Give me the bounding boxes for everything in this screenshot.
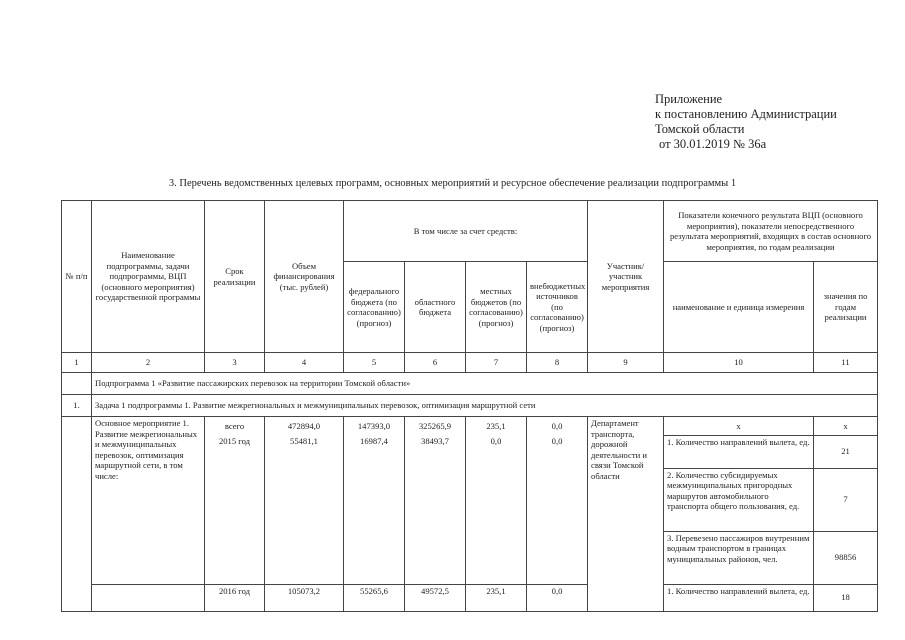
row-ind-value: 18 bbox=[814, 584, 878, 611]
appendix-line: Томской области bbox=[655, 122, 745, 136]
header-ind-name: наименование и единица измерения bbox=[664, 262, 814, 353]
document-title: 3. Перечень ведомственных целевых программ, основных мероприятий и ресурсное обеспечение реализации подпрограммы 1 bbox=[168, 178, 737, 189]
table-row bbox=[62, 417, 878, 436]
header-volume: Объем финансирования (тыс. рублей) bbox=[265, 201, 344, 353]
col-num: 4 bbox=[265, 353, 344, 373]
row-ind-value: 7 bbox=[814, 468, 878, 531]
col-num: 11 bbox=[814, 353, 878, 373]
task-num: 1. bbox=[62, 395, 92, 417]
appendix-line: от 30.01.2019 № 36а bbox=[659, 137, 767, 151]
task-title: Задача 1 подпрограммы 1. Развитие межрегиональных и межмуниципальных перевозок, оптимизация маршрутной сети bbox=[92, 395, 878, 417]
row-local: 0,0 bbox=[466, 435, 527, 584]
row-local: 235,1 bbox=[466, 584, 527, 611]
header-ind-value: значения по годам реализации bbox=[814, 262, 878, 353]
header-num: № п/п bbox=[62, 201, 92, 353]
row-offbudget: 0,0 bbox=[527, 435, 588, 584]
row-volume: 55481,1 bbox=[265, 435, 344, 584]
appendix-block bbox=[655, 92, 895, 152]
header-name: Наименование подпрограммы, задачи подпрограммы, ВЦП (основного мероприятия) государственной программы bbox=[92, 201, 205, 353]
row-ind-name: 2. Количество субсидируемых межмуниципальных пригородных маршрутов автомобильного транспорта общего пользования, ед. bbox=[664, 468, 814, 531]
col-num: 2 bbox=[92, 353, 205, 373]
subprogram-row bbox=[62, 373, 878, 395]
col-num: 7 bbox=[466, 353, 527, 373]
col-num: 1 bbox=[62, 353, 92, 373]
appendix-line: Приложение bbox=[655, 92, 723, 106]
header-federal: федерального бюджета (по согласованию) (прогноз) bbox=[344, 262, 405, 353]
row-regional: 49572,5 bbox=[405, 584, 466, 611]
row-regional: 38493,7 bbox=[405, 435, 466, 584]
row-federal: 147393,0 bbox=[344, 417, 405, 436]
header-regional: областного бюджета bbox=[405, 262, 466, 353]
row-ind-value: 21 bbox=[814, 435, 878, 468]
row-offbudget: 0,0 bbox=[527, 417, 588, 436]
row-ind-name: 3. Перевезено пассажиров внутренним водным транспортом в границах муниципальных районов, чел. bbox=[664, 531, 814, 584]
program-table bbox=[61, 200, 878, 612]
row-local: 235,1 bbox=[466, 417, 527, 436]
row-ind-name: 1. Количество направлений вылета, ед. bbox=[664, 435, 814, 468]
row-regional: 325265,9 bbox=[405, 417, 466, 436]
col-num: 6 bbox=[405, 353, 466, 373]
row-ind-value: 98856 bbox=[814, 531, 878, 584]
header-participant: Участник/ участник мероприятия bbox=[588, 201, 664, 353]
header-indicators: Показатели конечного результата ВЦП (основного мероприятия), показатели непосредственного результата мероприятий, входящих в состав основного мероприятия, по годам реализации bbox=[664, 201, 878, 262]
appendix-line: к постановлению Администрации bbox=[655, 107, 837, 121]
header-term: Срок реализации bbox=[205, 201, 265, 353]
row-term: 2016 год bbox=[205, 584, 265, 611]
row-volume: 472894,0 bbox=[265, 417, 344, 436]
main-event-participant: Департамент транспорта, дорожной деятельности и связи Томской области bbox=[588, 417, 664, 612]
row-volume: 105073,2 bbox=[265, 584, 344, 611]
row-federal: 16987,4 bbox=[344, 435, 405, 584]
row-federal: 55265,6 bbox=[344, 584, 405, 611]
row-term: всего bbox=[205, 417, 265, 436]
subprogram-title: Подпрограмма 1 «Развитие пассажирских перевозок на территории Томской области» bbox=[92, 373, 878, 395]
row-ind-name: 1. Количество направлений вылета, ед. bbox=[664, 584, 814, 611]
task-row bbox=[62, 395, 878, 417]
col-num: 9 bbox=[588, 353, 664, 373]
header-local: местных бюджетов (по согласованию) (прогноз) bbox=[466, 262, 527, 353]
row-term: 2015 год bbox=[205, 435, 265, 584]
header-including: В том числе за счет средств: bbox=[344, 201, 588, 262]
column-number-row bbox=[62, 353, 878, 373]
table-row bbox=[62, 584, 878, 611]
col-num: 5 bbox=[344, 353, 405, 373]
header-offbudget: внебюджетных источников (по согласованию) (прогноз) bbox=[527, 262, 588, 353]
table-header-row bbox=[62, 201, 878, 262]
row-offbudget: 0,0 bbox=[527, 584, 588, 611]
col-num: 3 bbox=[205, 353, 265, 373]
col-num: 10 bbox=[664, 353, 814, 373]
col-num: 8 bbox=[527, 353, 588, 373]
row-ind-value: х bbox=[814, 417, 878, 436]
row-ind-name: х bbox=[664, 417, 814, 436]
main-event-name: Основное мероприятие 1. Развитие межрегиональных и межмуниципальных перевозок, оптимизация маршрутной сети, в том числе: bbox=[92, 417, 205, 585]
